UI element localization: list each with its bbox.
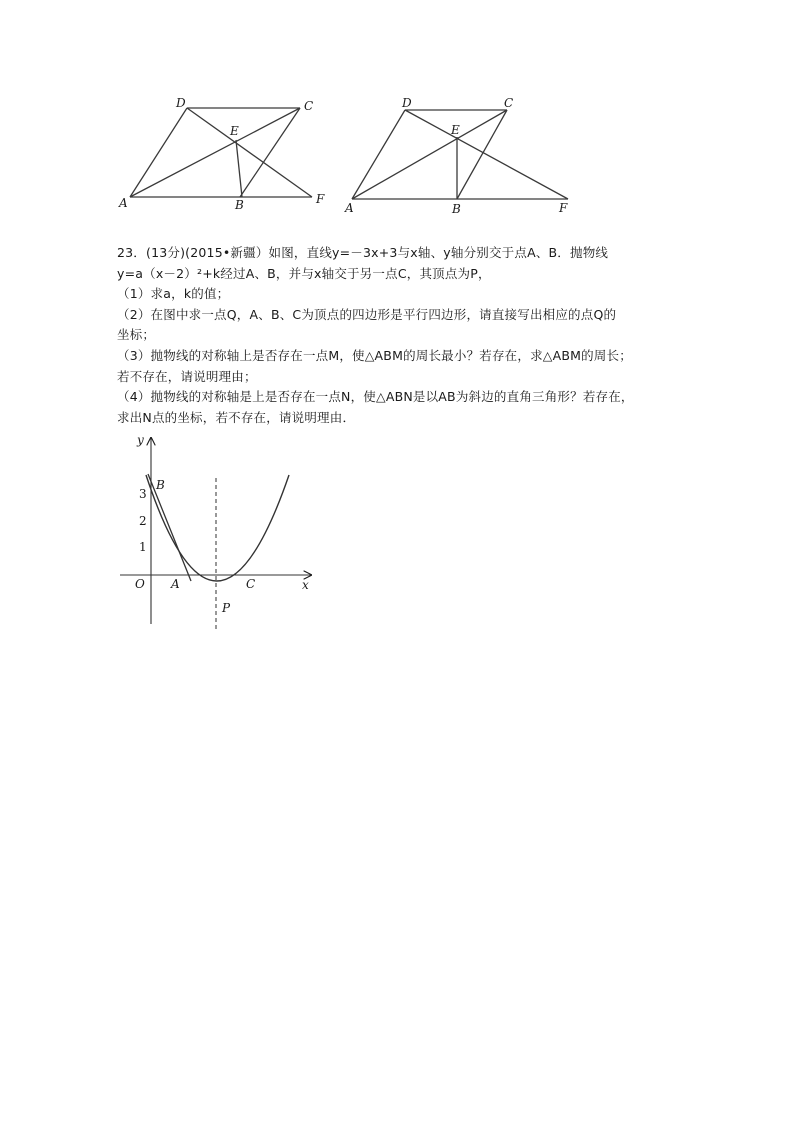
parabola-graph (115, 432, 325, 632)
label-a: A (345, 201, 354, 215)
figure-2-parallelogram (340, 95, 580, 220)
problem-line: 求出N点的坐标，若不存在，请说明理由． (117, 409, 356, 425)
label-d: D (176, 96, 186, 110)
parabola-curve (146, 475, 289, 581)
label-c: C (304, 99, 314, 113)
segment-ad (352, 110, 405, 199)
y-tick-1: 1 (139, 540, 147, 554)
label-b: B (452, 202, 461, 216)
label-c: C (246, 577, 256, 591)
figure-1-parallelogram (115, 95, 335, 215)
problem-line: 若不存在，请说明理由； (117, 368, 257, 384)
problem-line: （1）求a，k的值； (117, 286, 230, 302)
label-b: B (235, 198, 244, 212)
segment-ad (130, 108, 187, 197)
origin-label: O (135, 577, 145, 591)
problem-line: （4）抛物线的对称轴是上是否存在一点N，使△ABN是以AB为斜边的直角三角形？若存在， (117, 389, 634, 405)
problem-line: 坐标； (117, 327, 156, 343)
label-b: B (156, 478, 165, 492)
label-c: C (504, 96, 514, 110)
problem-line: （3）抛物线的对称轴上是否存在一点M，使△ABM的周长最小？若存在，求△ABM的周长； (117, 347, 632, 363)
label-p: P (222, 601, 231, 615)
label-a: A (119, 196, 128, 210)
line-ab (148, 474, 191, 581)
x-axis-label: x (302, 578, 309, 592)
segment-ac (130, 108, 300, 197)
problem-23-text (117, 243, 677, 428)
segment-eb (236, 140, 242, 197)
label-a: A (171, 577, 180, 591)
y-axis-label: y (137, 433, 144, 447)
problem-line: 23．(13分)(2015•新疆）如图，直线y=－3x+3与x轴、y轴分别交于点A、B．抛物线 (117, 245, 609, 260)
problem-line: （2）在图中求一点Q，A、B、C为顶点的四边形是平行四边形，请直接写出相应的点Q的 (117, 306, 617, 322)
label-e: E (451, 123, 460, 137)
problem-line: y=a（x－2）²+k经过A、B，并与x轴交于另一点C，其顶点为P， (117, 265, 491, 281)
y-tick-2: 2 (139, 514, 147, 528)
label-f: F (316, 192, 325, 206)
label-d: D (402, 96, 412, 110)
y-tick-3: 3 (139, 487, 147, 501)
label-e: E (230, 124, 239, 138)
segment-bc (457, 110, 507, 199)
label-f: F (559, 201, 568, 215)
